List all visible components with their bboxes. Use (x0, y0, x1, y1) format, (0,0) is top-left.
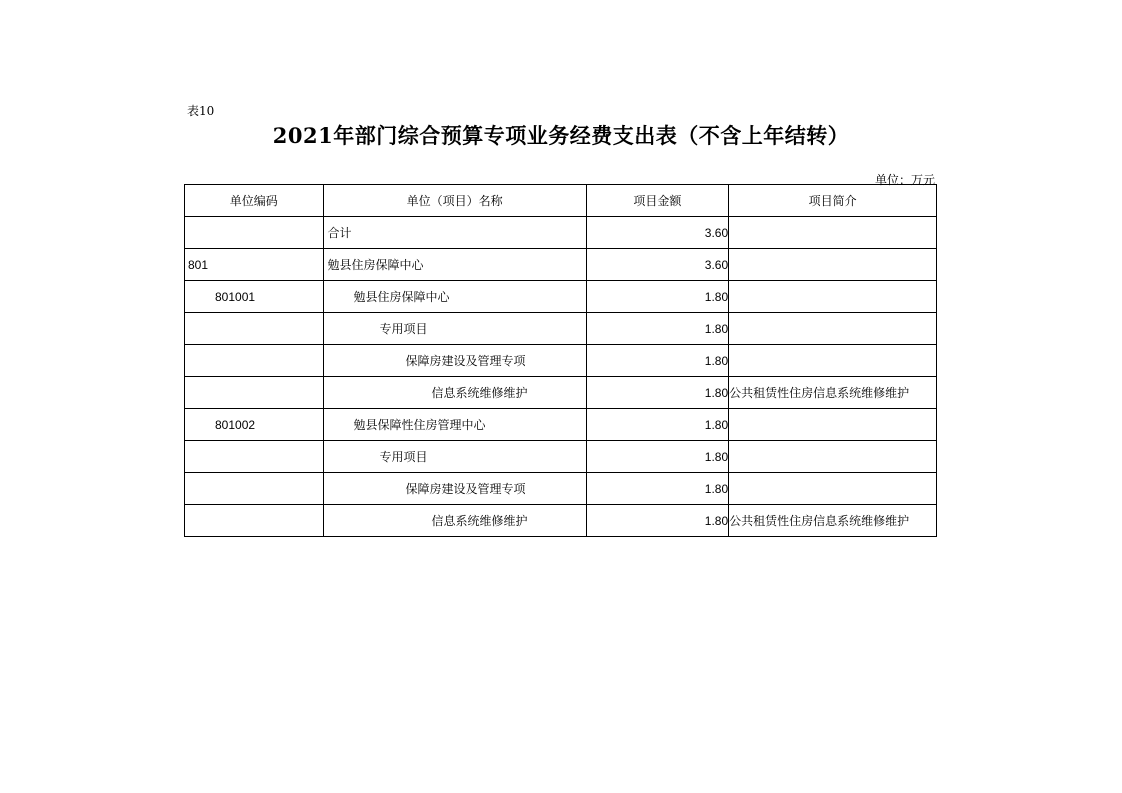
table-row (185, 505, 937, 537)
unit-code-cell: 801 (185, 249, 324, 281)
unit-code-cell (185, 441, 324, 473)
description-cell (729, 249, 937, 281)
table-row (185, 441, 937, 473)
amount-cell: 1.80 (586, 281, 729, 313)
unit-name-cell: 保障房建设及管理专项 (323, 345, 586, 377)
table-header-row (185, 185, 937, 217)
unit-name-cell: 合计 (323, 217, 586, 249)
expense-table (184, 184, 937, 537)
unit-code-cell (185, 505, 324, 537)
table-row (185, 473, 937, 505)
amount-cell: 3.60 (586, 217, 729, 249)
amount-cell: 1.80 (586, 473, 729, 505)
unit-name-cell: 专用项目 (323, 313, 586, 345)
table-row (185, 249, 937, 281)
description-cell (729, 345, 937, 377)
table-number-label: 表10 (187, 104, 215, 118)
unit-code-cell (185, 313, 324, 345)
unit-code-cell: 801001 (185, 281, 324, 313)
description-cell (729, 281, 937, 313)
amount-cell: 1.80 (586, 409, 729, 441)
description-cell: 公共租赁性住房信息系统维修维护 (729, 377, 937, 409)
unit-name-cell: 信息系统维修维护 (323, 377, 586, 409)
table-row (185, 217, 937, 249)
unit-code-cell (185, 345, 324, 377)
unit-code-cell: 801002 (185, 409, 324, 441)
unit-name-cell: 勉县住房保障中心 (323, 249, 586, 281)
description-cell (729, 313, 937, 345)
page-title: 2021年部门综合预算专项业务经费支出表（不含上年结转） (272, 123, 850, 148)
unit-name-cell: 信息系统维修维护 (323, 505, 586, 537)
unit-code-cell (185, 377, 324, 409)
table-row (185, 313, 937, 345)
description-cell (729, 217, 937, 249)
amount-cell: 1.80 (586, 505, 729, 537)
column-header-unit-name: 单位（项目）名称 (323, 185, 586, 217)
amount-cell: 1.80 (586, 313, 729, 345)
table-row (185, 281, 937, 313)
unit-name-cell: 专用项目 (323, 441, 586, 473)
description-cell: 公共租赁性住房信息系统维修维护 (729, 505, 937, 537)
column-header-amount: 项目金额 (586, 185, 729, 217)
amount-cell: 1.80 (586, 345, 729, 377)
amount-cell: 1.80 (586, 377, 729, 409)
description-cell (729, 409, 937, 441)
unit-code-cell (185, 217, 324, 249)
description-cell (729, 441, 937, 473)
table-row (185, 377, 937, 409)
column-header-description: 项目简介 (729, 185, 937, 217)
unit-name-cell: 保障房建设及管理专项 (323, 473, 586, 505)
unit-name-cell: 勉县保障性住房管理中心 (323, 409, 586, 441)
column-header-unit-code: 单位编码 (185, 185, 324, 217)
amount-cell: 1.80 (586, 441, 729, 473)
unit-label: 单位：万元 (874, 173, 935, 187)
table-row (185, 409, 937, 441)
table-body (185, 217, 937, 537)
unit-name-cell: 勉县住房保障中心 (323, 281, 586, 313)
table-row (185, 345, 937, 377)
amount-cell: 3.60 (586, 249, 729, 281)
description-cell (729, 473, 937, 505)
unit-code-cell (185, 473, 324, 505)
